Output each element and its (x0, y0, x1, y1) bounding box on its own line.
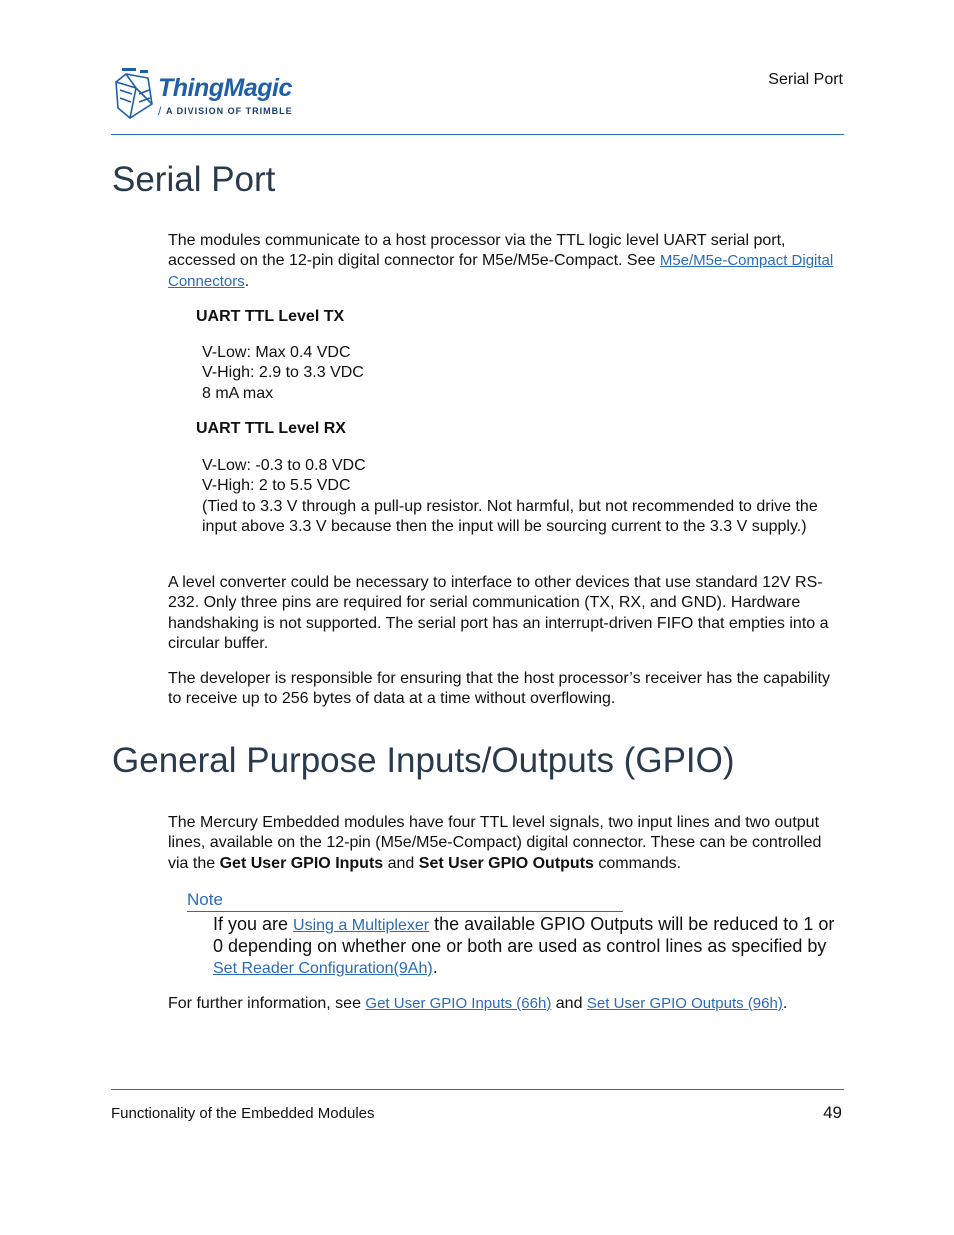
gpio-intro-text: and (383, 854, 419, 872)
uart-rx-specs (202, 456, 842, 537)
note-body (213, 914, 845, 979)
level-converter-paragraph: A level converter could be necessary to interface to other devices that use standard 12V RS-232. Only three pins are required for serial communication (TX, RX, and GND). Hardware handshaking is not supported. The serial port has an interrupt-driven FIFO that empties into a circular buffer. (168, 574, 829, 652)
page-number: 49 (823, 1103, 842, 1122)
tx-spec-line: V-Low: Max 0.4 VDC (202, 344, 351, 361)
running-header-title: Serial Port (768, 71, 843, 88)
get-user-gpio-inputs-link[interactable]: Get User GPIO Inputs (66h) (365, 995, 552, 1012)
uart-rx-heading: UART TTL Level RX (196, 420, 346, 437)
rx-spec-line: V-High: 2 to 5.5 VDC (202, 477, 351, 495)
using-a-multiplexer-link[interactable]: Using a Multiplexer (293, 917, 430, 934)
footer-chapter-title: Functionality of the Embedded Modules (111, 1105, 375, 1122)
gpio-intro (168, 813, 844, 874)
uart-tx-heading: UART TTL Level TX (196, 308, 345, 325)
set-user-gpio-outputs-link[interactable]: Set User GPIO Outputs (96h) (586, 995, 783, 1012)
serial-port-intro (168, 231, 844, 292)
thingmagic-logo (112, 68, 312, 124)
developer-paragraph: The developer is responsible for ensuring that the host processor’s receiver has the capability to receive up to 256 bytes of data at a time without overflowing. (168, 670, 830, 708)
note-text: the available GPIO Outputs will be reduced to 1 or 0 depending on whether one or both are used as control lines as specified by (213, 914, 835, 956)
set-user-gpio-outputs-term: Set User GPIO Outputs (418, 854, 594, 872)
tx-spec-line: 8 mA max (202, 384, 274, 402)
gpio-intro-text: commands. (593, 854, 682, 872)
uart-tx-specs (202, 343, 842, 404)
logo-name: ThingMagic (158, 74, 292, 102)
logo-separator: / (158, 104, 162, 118)
serial-port-heading: Serial Port (112, 160, 276, 199)
footer-rule (111, 1089, 844, 1090)
serial-port-intro-text: The modules communicate to a host processor via the TTL logic level UART serial port, accessed on the 12-pin digital connector for M5e/M5e-Compact. See (168, 232, 786, 270)
get-user-gpio-inputs-term: Get User GPIO Inputs (219, 854, 384, 872)
further-info-paragraph (168, 994, 844, 1014)
further-info-text: and (551, 995, 587, 1012)
set-reader-configuration-link[interactable]: Set Reader Configuration(9Ah) (213, 960, 433, 977)
note-text: . (432, 957, 438, 977)
note-text: If you are (213, 914, 294, 934)
rx-spec-line: V-Low: -0.3 to 0.8 VDC (202, 457, 366, 474)
note-label: Note (187, 890, 223, 909)
gpio-heading: General Purpose Inputs/Outputs (GPIO) (112, 741, 735, 780)
note-rule (187, 911, 623, 912)
rx-spec-line: (Tied to 3.3 V through a pull-up resistor. Not harmful, but not recommended to drive the input above 3.3 V because then the input will be sourcing current to the 3.3 V supply.) (202, 497, 818, 535)
digital-connectors-link[interactable]: M5e/M5e-Compact Digital Connectors (168, 252, 834, 290)
cube-logo-icon (112, 68, 158, 124)
logo-tagline: A DIVISION OF TRIMBLE (166, 106, 293, 116)
tx-spec-line: V-High: 2.9 to 3.3 VDC (202, 364, 364, 382)
further-info-text: For further information, see (168, 995, 366, 1012)
header-rule (111, 134, 844, 135)
serial-port-intro-end: . (244, 272, 250, 290)
gpio-intro-text: The Mercury Embedded modules have four TTL level signals, two input lines and two output lines, available on the 12-pin (M5e/M5e-Compact) digital connector. These can be controlled via the (168, 814, 822, 872)
further-info-text: . (782, 995, 788, 1012)
